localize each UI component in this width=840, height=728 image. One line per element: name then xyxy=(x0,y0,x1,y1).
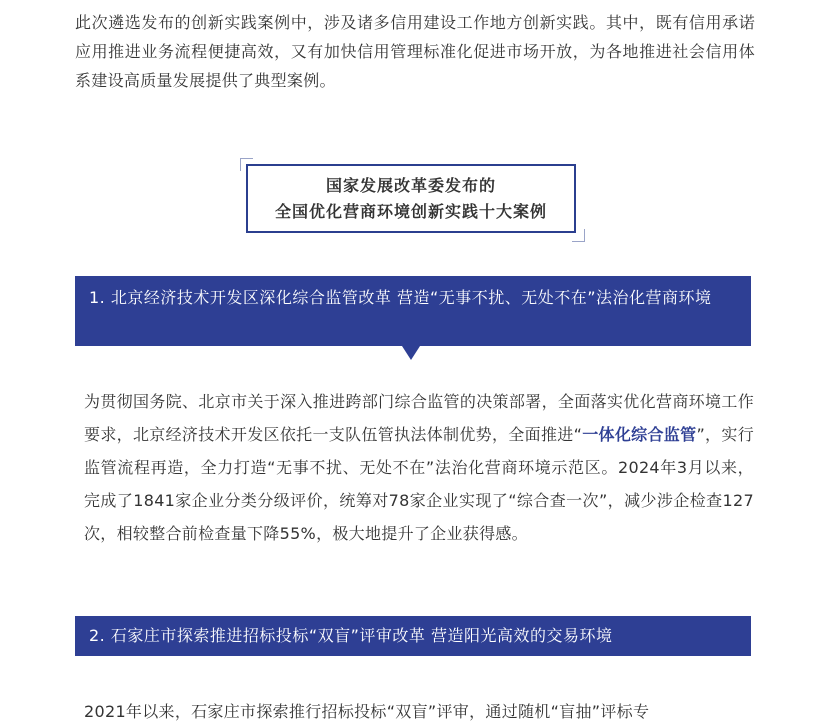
section-1-heading-pointer xyxy=(402,346,420,360)
section-1-heading: 1. 北京经济技术开发区深化综合监管改革 营造“无事不扰、无处不在”法治化营商环境 xyxy=(75,276,751,346)
section-1-paragraph xyxy=(84,385,754,550)
section-1-highlight: 一体化综合监管 xyxy=(582,425,697,444)
title-box xyxy=(246,164,576,233)
title-line-2: 全国优化营商环境创新实践十大案例 xyxy=(274,201,547,221)
section-1-text-after: ”，实行监管流程再造，全力打造“无事不扰、无处不在”法治化营商环境示范区。2024年3月以来，完成了1841家企业分类分级评价，统筹对78家企业实现了“综合查一次”，减少涉企检查127次，相较整合前检查量下降55%，极大地提升了企业获得感。 xyxy=(84,425,755,543)
section-1-text-before: 为贯彻国务院、北京市关于深入推进跨部门综合监管的决策部署，全面落实优化营商环境工作要求，北京经济技术开发区依托一支队伍管执法体制优势，全面推进“ xyxy=(84,392,754,444)
title-line-1: 国家发展改革委发布的 xyxy=(325,175,496,195)
section-2-heading: 2. 石家庄市探索推进招标投标“双盲”评审改革 营造阳光高效的交易环境 xyxy=(75,616,751,656)
section-2-paragraph: 2021年以来，石家庄市探索推行招标投标“双盲”评审，通过随机“盲抽”评标专 xyxy=(84,702,650,721)
intro-paragraph: 此次遴选发布的创新实践案例中，涉及诸多信用建设工作地方创新实践。其中，既有信用承诺应用推进业务流程便捷高效，又有加快信用管理标准化促进市场开放，为各地推进社会信用体系建设高质量发展提供了典型案例。 xyxy=(75,13,755,90)
